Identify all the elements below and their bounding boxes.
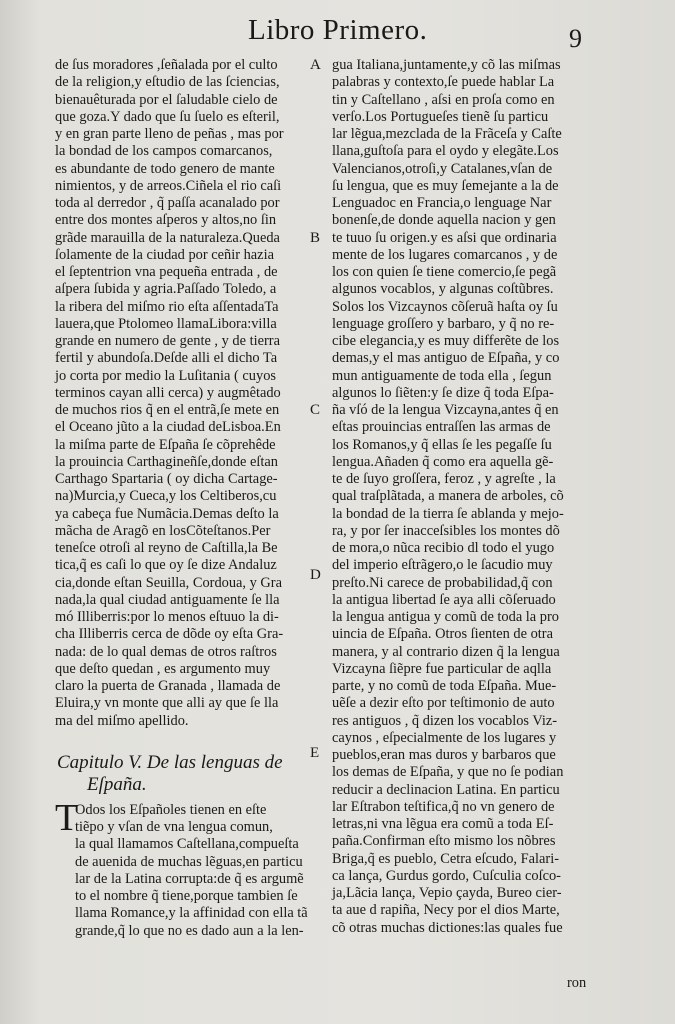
drop-capital: T	[55, 796, 79, 839]
text-line: te tuuo ſu origen.y es aſsi que ordinaria	[332, 229, 557, 246]
text-line: que goza.Y dado que ſu ſuelo es eſteril,	[55, 108, 280, 125]
text-line: el ſeptentrion vna pequeña entrada , de	[55, 264, 278, 280]
text-line: tiẽpo y vſan de vna lengua comun,	[75, 819, 273, 835]
text-line: pueblos,eran mas duros y barbaros que	[332, 747, 556, 763]
text-line: ya cabeça fue Numãcia.Demas deſto la	[55, 505, 279, 522]
text-line: paña.Confirman eſto mismo los nõbres	[332, 833, 556, 850]
text-line: cibe elegancia,y es muy differẽte de los	[332, 333, 560, 349]
text-line: ſu lengua, que es muy ſemejante a la de	[332, 177, 559, 194]
text-line: Eluira,y vn monte que alli ay que ſe lla	[55, 695, 279, 712]
margin-letter-c: C	[310, 402, 321, 418]
text-line: cõ otras muchas dictiones:las quales fue	[332, 919, 563, 936]
text-line: ja,Lãcia lança, Vepio çayda, Bureo cier-	[332, 885, 562, 901]
text-line: mun antiguamente de toda ella , ſegun	[332, 367, 552, 384]
text-line: demas,y el mas antiguo de Eſpaña, y co	[332, 350, 560, 367]
text-line: eſtas prouincias entraſſen las armas de	[332, 419, 551, 436]
margin-letter-d: D	[310, 567, 321, 583]
chapter-heading-line: Eſpaña.	[87, 773, 147, 795]
text-line: reducir a declinacion Latina. En particu	[332, 781, 560, 798]
text-line: grande,q̃ lo que no es dado aun a la len-	[75, 922, 304, 939]
text-line: tica,q̃ es caſi lo que oy ſe dize Andaluz	[55, 557, 277, 574]
text-line: lar Eſtrabon teſtifica,q̃ no vn genero de	[332, 798, 555, 815]
text-line: la lengua antigua y comũ de toda la pro	[332, 609, 559, 625]
text-line: Briga,q̃ es pueblo, Cetra eſcudo, Falari-	[332, 850, 559, 867]
text-line: ta aue d rapiña, Necy por el dios Marte,	[332, 902, 560, 919]
text-line: y en gran parte lleno de peñas , mas por	[55, 126, 284, 142]
text-line: la qual llamamos Caſtellana,compueſta	[75, 836, 299, 853]
text-line: lengua.Añaden q̃ como era aquella gẽ-	[332, 453, 554, 470]
text-line: toda al derredor , q̃ paſſa acanalado por	[55, 195, 280, 211]
text-line: jo corta por medio la Luſitania ( cuyos	[55, 367, 276, 384]
text-line: teneſce otroſi al reyno de Caſtilla,la Be	[55, 540, 278, 556]
text-line: bonenſe,de donde aquella nacion y gen	[332, 212, 556, 229]
text-line: Vizcayna ſiẽpre fue particular de aqlla	[332, 660, 552, 677]
text-line: lar lẽgua,mezclada de la Frãceſa y Caſte	[332, 126, 562, 142]
left-column-text	[55, 57, 313, 730]
text-line: cha Illiberris cerca de dõde oy eſta Gra-	[55, 626, 284, 643]
text-line: mãcha de Aragõ en losCõteſtanos.Per	[55, 522, 271, 539]
text-line: ca lança, Gurdus gordo, Cuſculia coſco-	[332, 867, 561, 884]
running-title: Libro Primero.	[248, 14, 428, 46]
text-line: nada,la qual ciudad antiguamente ſe lla	[55, 591, 280, 608]
text-line: te de ſuyo groſſera, feroz , y agreſte , la	[332, 471, 556, 487]
text-line: verſo.Los Portugueſes tienẽ ſu particu	[332, 108, 549, 125]
text-line: la antigua libertad ſe aya alli cõſeruado	[332, 591, 556, 608]
text-line: uincia de Eſpaña. Otros ſienten de otra	[332, 626, 553, 643]
text-line: la prouincia Carthagineñſe,donde eſtan	[55, 453, 278, 470]
text-line: manera, y al contrario dizen q̃ la lengua	[332, 643, 560, 660]
text-line: del imperio eſtrãgero,o le ſacudio muy	[332, 557, 553, 574]
text-line: la bondad de los campos comarcanos,	[55, 143, 273, 160]
text-line: que deſto quedan , es argumento muy	[55, 660, 271, 677]
margin-letter-a: A	[310, 57, 321, 73]
text-line: aſpera ſubida y agria.Paſſado Toledo, a	[55, 281, 277, 298]
text-line: los Romanos,y q̃ ellas ſe les pegaſſe ſu	[332, 436, 552, 453]
text-line: ra, y por ſer inacceſsibles los montes dõ	[332, 522, 560, 539]
text-line: nimientos, y de arreos.Ciñela el rio caſi	[55, 177, 282, 194]
text-line: grande en numero de gente , y de tierra	[55, 333, 280, 349]
text-line: bienauêturada por el ſaludable cielo de	[55, 91, 278, 108]
text-line: entre dos montes aſperos y altos,no ſin	[55, 212, 277, 229]
text-line: letras,ni vna lẽgua era comũ a toda Eſ-	[332, 816, 554, 832]
text-line: ſolamente de la ciudad por ceñir hazia	[55, 246, 274, 263]
text-line: algunos lo ſiẽten:y ſe dize q̃ toda Eſpa-	[332, 384, 554, 401]
text-line: fertil y abundoſa.Deſde alli el dicho Ta	[55, 350, 278, 367]
text-line: mó Illiberris:por lo menos eſtuuo la di-	[55, 609, 279, 625]
text-line: nada: de lo qual demas de otros raſtros	[55, 643, 277, 660]
text-line: lenguage groſſero y barbaro, y q̃ no re-	[332, 315, 555, 332]
text-line: es abundante de todo genero de mante	[55, 160, 275, 177]
text-line: de la religion,y eſtudio de las ſciencias,	[55, 74, 280, 91]
text-line: gua Italiana,juntamente,y cõ las miſmas	[332, 57, 561, 73]
right-column-text	[332, 57, 594, 937]
text-line: ña vſó de la lengua Vizcayna,antes q̃ en	[332, 402, 559, 418]
first-line-text: Odos los Eſpañoles tienen en eſte	[75, 801, 267, 818]
text-line: caynos , eſpecialmente de los lugares y	[332, 729, 557, 746]
text-line: terminos cayan alli cerca) y augmêtado	[55, 384, 281, 401]
margin-letter-b: B	[310, 230, 321, 246]
text-line: algunos vocablos, y algunas coſtũbres.	[332, 281, 554, 298]
text-line: to el nombre q̃ tiene,porque tambien ſe	[75, 888, 298, 904]
text-line: tin y Caſtellano , aſsi en proſa como en	[332, 91, 555, 108]
text-line: de auenida de muchas lẽguas,en particu	[75, 853, 303, 870]
text-line: Valencianos,otroſi,y Catalanes,vſan de	[332, 160, 553, 177]
margin-letter-e: E	[310, 745, 320, 761]
right-column	[332, 57, 594, 937]
text-line: la bondad de la tierra ſe ablanda y mejo-	[332, 505, 564, 522]
text-line: palabras y contexto,ſe puede hablar La	[332, 74, 555, 91]
text-line: el Oceano jũto a la ciudad deLisboa.En	[55, 419, 281, 436]
chapter-heading	[57, 752, 313, 796]
text-line: Lenguadoc en Francia,o lenguage Nar	[332, 195, 552, 211]
text-line: na)Murcia,y Cueca,y los Celtiberos,cu	[55, 488, 277, 505]
page-header	[0, 14, 675, 54]
text-line: lar de la Latina corrupta:de q̃ es argumẽ	[75, 870, 304, 887]
text-line: Solos los Vizcaynos cõſeruã haſta oy ſu	[332, 298, 558, 315]
left-column	[55, 57, 313, 940]
text-line: cia,donde eſtan Seuilla, Cordoua, y Gra	[55, 574, 282, 591]
folio-number: 9	[569, 24, 582, 53]
text-line: lauera,que Ptolomeo llamaLibora:villa	[55, 315, 277, 332]
text-line: de ſus moradores ,ſeñalada por el culto	[55, 57, 278, 73]
text-line: qual traſplãtada, a manera de arboles, cõ	[332, 488, 564, 505]
text-line: res antiguos , q̃ dizen los vocablos Viz-	[332, 712, 558, 729]
text-line: la ribera del miſmo rio eſta aſſentadaTa	[55, 298, 279, 315]
chapter-body	[55, 796, 313, 940]
chapter-heading-line: Capitulo V. De las lenguas de	[57, 751, 283, 773]
text-line: preſto.Ni carece de probabilidad,q̃ con	[332, 574, 553, 591]
text-line: los con quien ſe tiene comercio,ſe pegã	[332, 264, 557, 280]
text-line: claro la puerta de Granada , llamada de	[55, 678, 281, 694]
text-line: grãde marauilla de la naturaleza.Queda	[55, 229, 280, 246]
text-line: los demas de Eſpaña, y que no ſe podian	[332, 764, 564, 781]
text-line: Carthago Spartaria ( oy dicha Cartage-	[55, 471, 278, 487]
text-line: la miſma parte de Eſpaña ſe cõprehêde	[55, 436, 276, 453]
text-line: mente de los lugares comarcanos , y de	[332, 246, 558, 263]
text-line: parte, y no comũ de toda Eſpaña. Mue-	[332, 678, 557, 694]
text-line: de mora,o nũca recibio dl todo el yugo	[332, 540, 555, 556]
text-line: llana,guſtoſa para el oydo y elegãte.Los	[332, 143, 559, 160]
text-line: uẽſe a dezir eſto por teſtimonio de auto	[332, 695, 555, 712]
catchword: ron	[567, 975, 587, 991]
text-line: de muchos rios q̃ en el entrã,ſe mete en	[55, 402, 280, 418]
text-line: ma del miſmo apellido.	[55, 712, 189, 729]
text-line: llama Romance,y la affinidad con ella tã	[75, 905, 308, 922]
chapter-body-text	[55, 819, 313, 940]
